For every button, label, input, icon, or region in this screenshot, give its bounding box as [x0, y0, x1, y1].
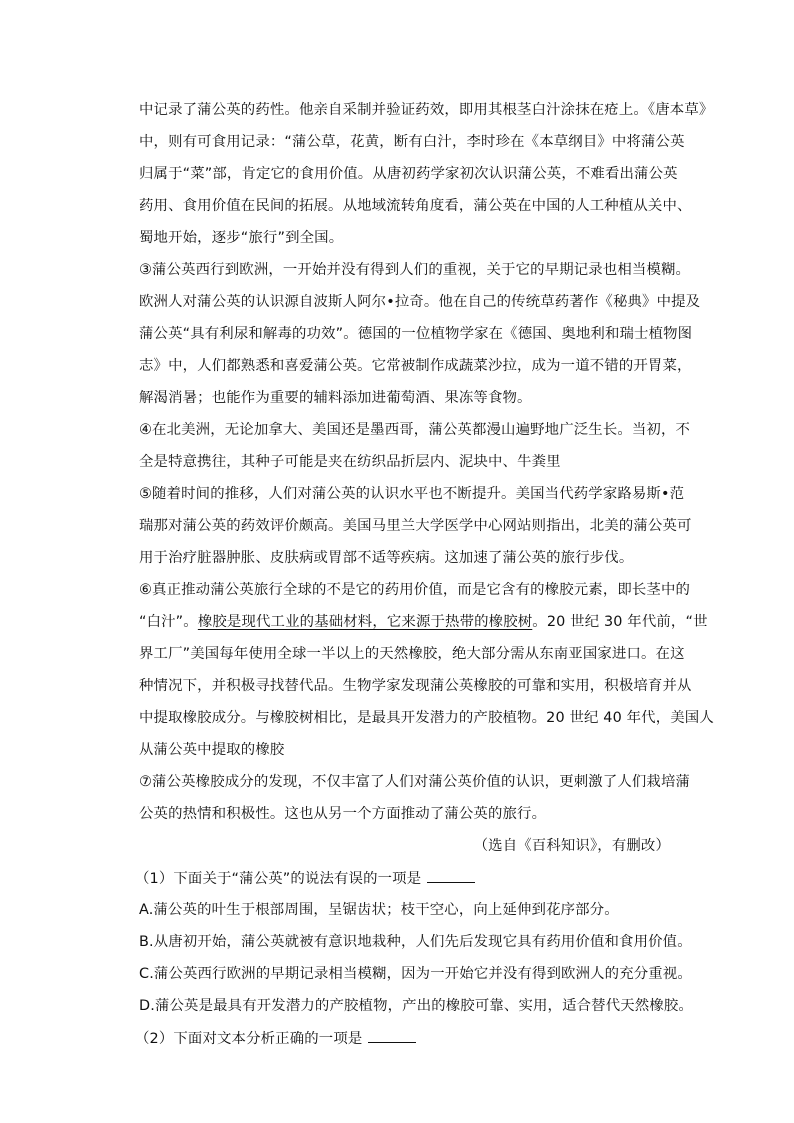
question-text: （1）下面关于“蒲公英”的说法有误的一项是: [135, 871, 422, 887]
paragraph-7-line: ⑦蒲公英橡胶成分的发现，不仅丰富了人们对蒲公英价值的认识，更刺激了人们栽培蒲: [139, 774, 691, 790]
passage-line: 归属于“菜”部，肯定它的食用价值。从唐初药学家初次认识蒲公英，不难看出蒲公英: [139, 166, 678, 182]
paragraph-4-line: ④在北美洲，无论加拿大、美国还是墨西哥，蒲公英都漫山遍野地广泛生长。当初，不: [139, 422, 691, 438]
paragraph-6-line: ⑥真正推动蒲公英旅行全球的不是它的药用价值，而是它含有的橡胶元素，即长茎中的: [139, 582, 691, 598]
question-1-stem: [135, 868, 475, 889]
paragraph-5-line: 瑞那对蒲公英的药效评价颇高。美国马里兰大学医学中心网站则指出，北美的蒲公英可: [139, 518, 692, 534]
paragraph-3-line: 欧洲人对蒲公英的认识源自波斯人阿尔•拉奇。他在自己的传统草药著作《秘典》中提及: [139, 294, 701, 310]
answer-blank[interactable]: [368, 1028, 416, 1043]
paragraph-7-line: 公英的热情和积极性。这也从另一个方面推动了蒲公英的旅行。: [139, 806, 547, 822]
question-2-stem: [135, 1028, 416, 1049]
question-text: （2）下面对文本分析正确的一项是: [135, 1031, 363, 1047]
option-d: D.蒲公英是最具有开发潜力的产胶植物，产出的橡胶可靠、实用，适合替代天然橡胶。: [139, 998, 693, 1014]
paragraph-6-line: 种情况下，并积极寻找替代品。生物学家发现蒲公英橡胶的可靠和实用，积极培育并从: [139, 678, 692, 694]
passage-text: 。20 世纪 30 年代前，“世: [532, 614, 708, 630]
paragraph-4-line: 全是特意携往，其种子可能是夹在纺织品折层内、泥块中、牛粪里: [139, 454, 561, 470]
option-c: C.蒲公英西行欧洲的早期记录相当模糊，因为一开始它并没有得到欧洲人的充分重视。: [139, 966, 692, 982]
paragraph-3-line: 蒲公英“具有利尿和解毒的功效”。德国的一位植物学家在《德国、奥地利和瑞士植物图: [139, 326, 693, 342]
underlined-sentence: 橡胶是现代工业的基础材料，它来源于热带的橡胶树: [197, 614, 533, 630]
passage-line: 蜀地开始，逐步“旅行”到全国。: [139, 230, 344, 246]
option-b: B.从唐初开始，蒲公英就被有意识地栽种，人们先后发现它具有药用价值和食用价值。: [139, 934, 692, 950]
answer-blank[interactable]: [427, 868, 475, 883]
quote-text: “白汁”。: [139, 614, 198, 630]
paragraph-5-line: 用于治疗脏器肿胀、皮肤病或胃部不适等疾病。这加速了蒲公英的旅行步伐。: [139, 550, 634, 566]
paragraph-6-line: [139, 612, 708, 632]
paragraph-6-line: 从蒲公英中提取的橡胶: [139, 742, 285, 758]
option-a: A.蒲公英的叶生于根部周围，呈锯齿状；枝干空心，向上延伸到花序部分。: [139, 902, 619, 918]
paragraph-3-line: 解渴消暑；也能作为重要的辅料添加进葡萄酒、果冻等食物。: [139, 390, 532, 406]
paragraph-3-line: 志》中，人们都熟悉和喜爱蒲公英。它常被制作成蔬菜沙拉，成为一道不错的开胃菜，: [139, 358, 692, 374]
passage-line: 中，则有可食用记录：“蒲公草，花黄，断有白汁，李时珍在《本草纲目》中将蒲公英: [139, 134, 685, 150]
passage-line: 药用、食用价值在民间的拓展。从地域流转角度看，蒲公英在中国的人工种植从关中、: [139, 198, 692, 214]
paragraph-5-line: ⑤随着时间的推移，人们对蒲公英的认识水平也不断提升。美国当代药学家路易斯•范: [139, 486, 685, 502]
paragraph-6-line: 中提取橡胶成分。与橡胶树相比，是最具开发潜力的产胶植物。20 世纪 40 年代，美国人: [139, 710, 714, 726]
paragraph-6-line: 界工厂”美国每年使用全球一半以上的天然橡胶，绝大部分需从东南亚国家进口。在这: [139, 646, 685, 662]
passage-line: 中记录了蒲公英的药性。他亲自采制并验证药效，即用其根茎白汁涂抹在疮上。《唐本草》: [139, 102, 714, 118]
paragraph-3-line: ③蒲公英西行到欧洲，一开始并没有得到人们的重视，关于它的早期记录也相当模糊。: [139, 262, 691, 278]
source-citation: （选自《百科知识》，有删改）: [473, 838, 670, 854]
